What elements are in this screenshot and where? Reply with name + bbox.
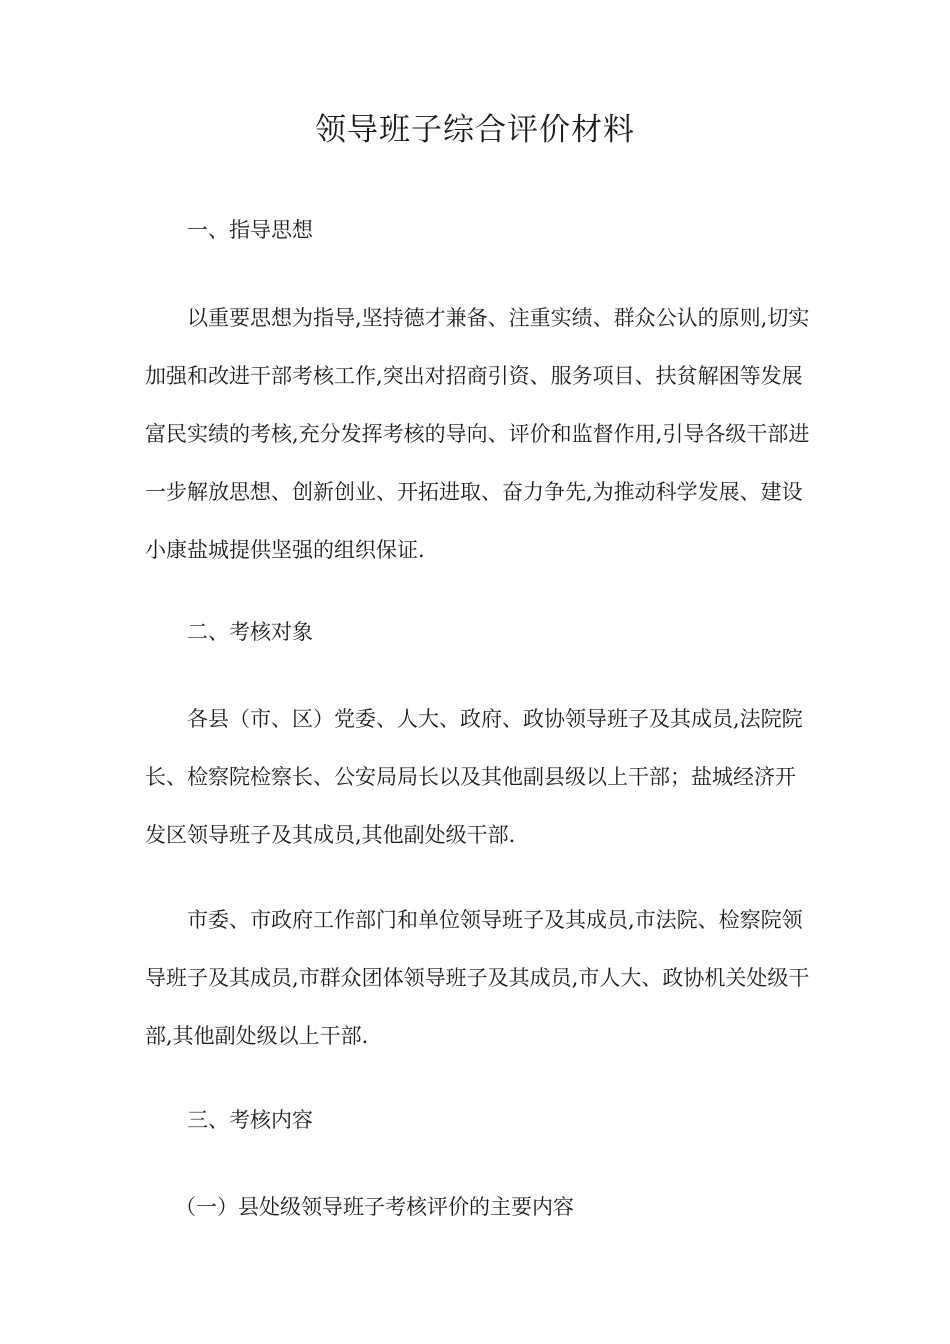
document-title: 领导班子综合评价材料 [315, 112, 635, 148]
section-heading-assessment-content: 三、考核内容 [187, 1108, 313, 1132]
paragraph-county-targets: 各县（市、区）党委、人大、政府、政协领导班子及其成员,法院院长、检察院检察长、公安局局长以及其他副县级以上干部；盐城经济开发区领导班子及其成员,其他副处级干部. [145, 707, 803, 847]
paragraph-city-targets: 市委、市政府工作部门和单位领导班子及其成员,市法院、检察院领导班子及其成员,市群众团体领导班子及其成员,市人大、政协机关处级干部,其他副处级以上干部. [145, 908, 810, 1048]
paragraph-guiding-ideology: 以重要思想为指导,坚持德才兼备、注重实绩、群众公认的原则,切实加强和改进干部考核工作,突出对招商引资、服务项目、扶贫解困等发展富民实绩的考核,充分发挥考核的导向、评价和监督作用,引导各级干部进一步解放思想、创新创业、开拓进取、奋力争先,为推动科学发展、建设小康盐城提供坚强的组织保证. [145, 306, 810, 562]
section-heading-assessment-targets: 二、考核对象 [187, 620, 313, 644]
section-heading-guiding-ideology: 一、指导思想 [187, 218, 313, 242]
subheading-county-leadership-content: （一）县处级领导班子考核评价的主要内容 [175, 1195, 574, 1219]
